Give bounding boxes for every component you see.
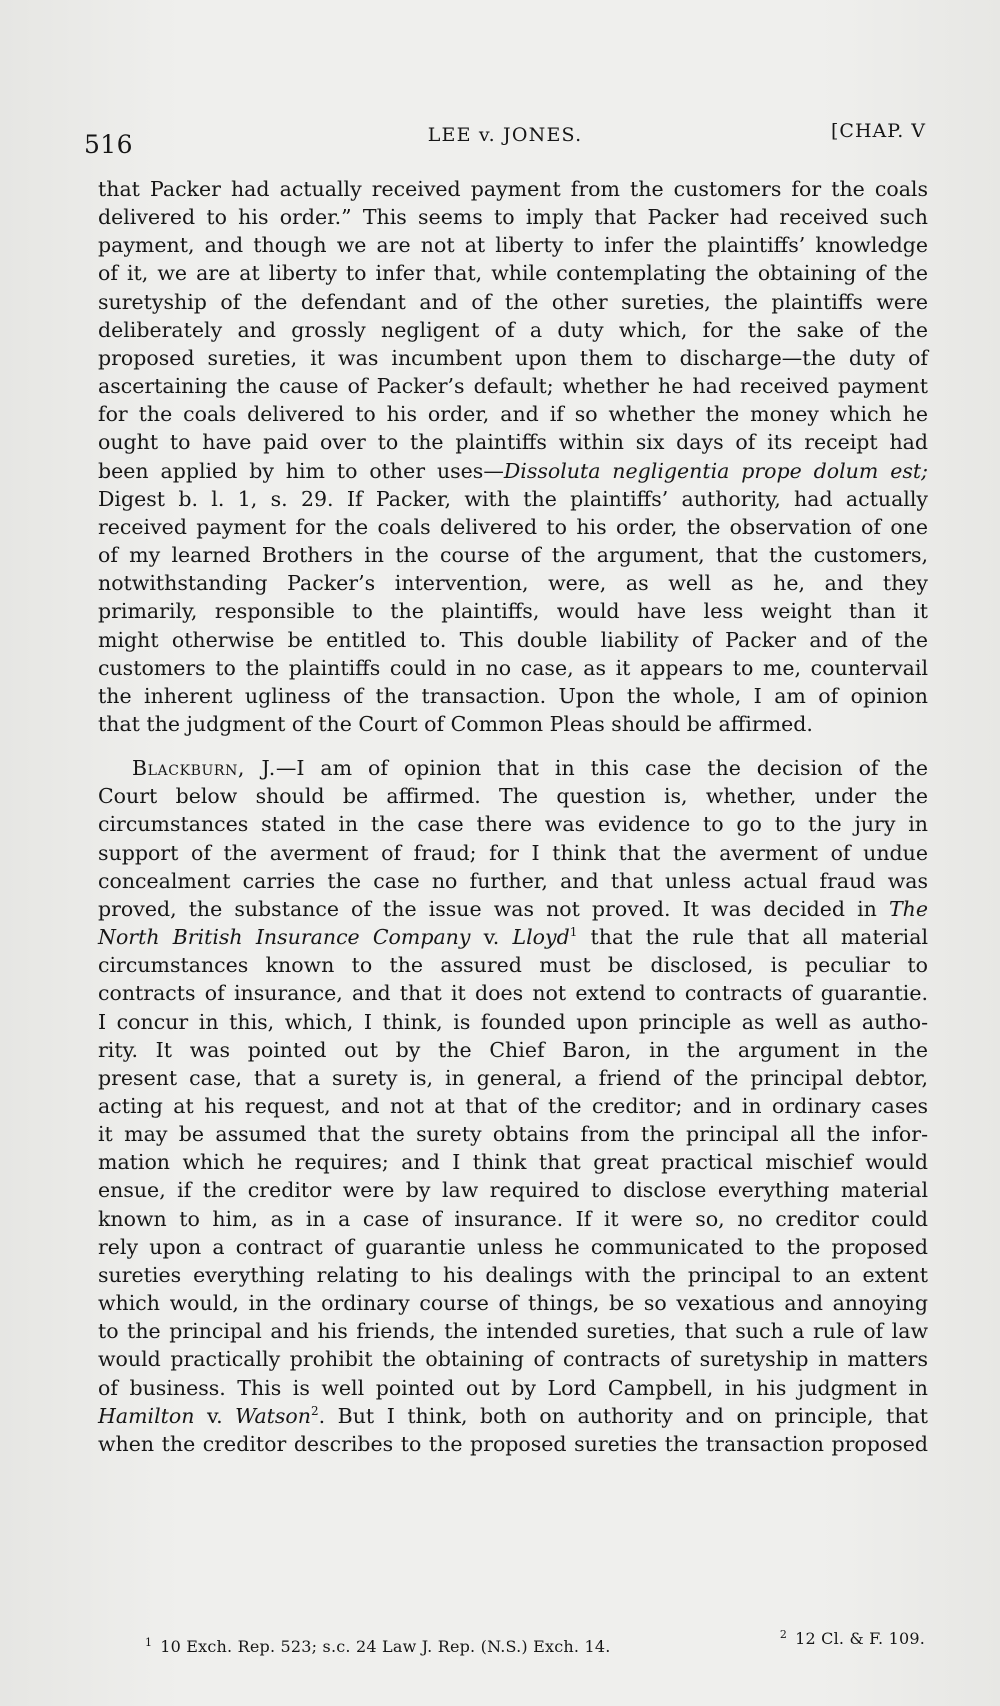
text-line: delivered to his order.” This seems to imply that Packer had received such [98, 205, 928, 230]
footnote-text: 10 Exch. Rep. 523; s.c. 24 Law J. Rep. (N.S.) Exch. 14. [160, 1637, 611, 1656]
text-line: received payment for the coals delivered to his order, the observation of one [98, 514, 928, 539]
chapter-label: [CHAP. V [831, 120, 926, 142]
text-line: known to him, as in a case of insurance. If it were so, no creditor could [98, 1206, 928, 1231]
case-name: The [888, 896, 928, 921]
text-line: might otherwise be entitled to. This double liability of Packer and of the [98, 627, 928, 652]
text-line: deliberately and grossly negligent of a duty which, for the sake of the [98, 317, 928, 342]
footnote-marker: 1 [145, 1636, 153, 1649]
case-name: Lloyd [512, 925, 570, 950]
text-line: support of the averment of fraud; for I think that the averment of undue [98, 840, 928, 865]
running-title: LEE v. JONES. [427, 124, 583, 146]
text-line: circumstances stated in the case there was evidence to go to the jury in [98, 812, 928, 837]
text-fragment: proved, the substance of the issue was not proved. It was decided in [98, 896, 877, 921]
text-fragment: . But I think, both on authority and on principle, that [318, 1403, 928, 1428]
text-line: customers to the plaintiffs could in no case, as it appears to me, countervail [98, 655, 928, 680]
text-line: when the creditor describes to the proposed sureties the transaction proposed [98, 1431, 928, 1456]
text-line: for the coals delivered to his order, and if so whether the money which he [98, 402, 928, 427]
speaker-name: Blackburn, J. [132, 756, 276, 781]
text-line: of my learned Brothers in the course of the argument, that the customers, [98, 543, 928, 568]
text-line: payment, and though we are not at liberty to infer the plaintiffs’ knowledge [98, 233, 928, 258]
footnote-text: 12 Cl. & F. 109. [795, 1629, 925, 1648]
text-fragment: v. [470, 925, 513, 950]
case-name: Hamilton [98, 1403, 195, 1428]
text-line: I concur in this, which, I think, is founded upon principle as well as autho- [98, 1009, 928, 1034]
text-line: contracts of insurance, and that it does not extend to contracts of guarantie. [98, 981, 928, 1006]
page-header [84, 118, 926, 160]
footnote-2 [780, 1628, 925, 1648]
text-line: ascertaining the cause of Packer’s default; whether he had received payment [98, 374, 928, 399]
paragraph-blackburn [98, 754, 928, 1458]
text-line: would practically prohibit the obtaining of contracts of suretyship in matters [98, 1347, 928, 1372]
text-line: the inherent ugliness of the transaction. Upon the whole, I am of opinion [98, 683, 928, 708]
footnote-ref[interactable]: 1 [569, 925, 578, 940]
text-line: circumstances known to the assured must be disclosed, is peculiar to [98, 953, 928, 978]
text-line: Digest b. l. 1, s. 29. If Packer, with the plaintiffs’ authority, had actually [98, 486, 928, 511]
text-line: rity. It was pointed out by the Chief Baron, in the argument in the [98, 1037, 928, 1062]
text-line: suretyship of the defendant and of the other sureties, the plaintiffs were [98, 289, 928, 314]
paragraph-continuation [98, 175, 928, 738]
text-line: that Packer had actually received payment from the customers for the coals [98, 177, 928, 201]
page-number: 516 [84, 130, 133, 159]
case-name: Watson [235, 1403, 311, 1428]
text-fragment: —I am of opinion that in this case the decision of the [275, 756, 929, 781]
case-name: North British Insurance Company [98, 925, 471, 950]
footnote-ref[interactable]: 2 [310, 1403, 319, 1418]
text-line: mation which he requires; and I think that great practical mischief would [98, 1150, 928, 1175]
text-line [98, 895, 928, 923]
text-line: of business. This is well pointed out by Lord Campbell, in his judgment in [98, 1375, 928, 1400]
text-fragment: that the rule that all material [577, 925, 929, 950]
text-line: proposed sureties, it was incumbent upon them to discharge—the duty of [98, 345, 928, 370]
text-line: ought to have paid over to the plaintiffs within six days of its receipt had [98, 430, 928, 455]
text-line: sureties everything relating to his dealings with the principal to an extent [98, 1262, 928, 1287]
text-line: present case, that a surety is, in general, a friend of the principal debtor, [98, 1065, 928, 1090]
footnote-marker: 2 [779, 1628, 788, 1641]
text-line: acting at his request, and not at that of the creditor; and in ordinary cases [98, 1094, 928, 1118]
text-fragment: been applied by him to other uses— [98, 458, 504, 483]
text-line: which would, in the ordinary course of things, be so vexatious and annoying [98, 1291, 928, 1316]
text-line: ensue, if the creditor were by law required to disclose everything material [98, 1178, 928, 1203]
text-line [98, 754, 928, 782]
text-line: Court below should be affirmed. The question is, whether, under the [98, 784, 928, 809]
text-line: concealment carries the case no further, and that unless actual fraud was [98, 868, 928, 893]
text-line [98, 457, 928, 485]
text-line: rely upon a contract of guarantie unless he communicated to the proposed [98, 1234, 928, 1259]
text-line: it may be assumed that the surety obtains from the principal all the infor- [98, 1122, 928, 1147]
text-fragment: v. [194, 1403, 236, 1428]
text-line: notwithstanding Packer’s intervention, were, as well as he, and they [98, 571, 928, 596]
body-text [98, 175, 928, 1458]
text-line [98, 1402, 928, 1430]
text-line: that the judgment of the Court of Common Pleas should be affirmed. [98, 711, 813, 736]
footnote-1 [145, 1636, 611, 1656]
footnotes [145, 1628, 925, 1664]
text-line: of it, we are at liberty to infer that, while contemplating the obtaining of the [98, 261, 928, 286]
latin-maxim: Dissoluta negligentia prope dolum est; [503, 458, 928, 483]
text-line [98, 923, 928, 951]
text-line: primarily, responsible to the plaintiffs, would have less weight than it [98, 599, 928, 624]
text-line: to the principal and his friends, the intended sureties, that such a rule of law [98, 1319, 928, 1344]
